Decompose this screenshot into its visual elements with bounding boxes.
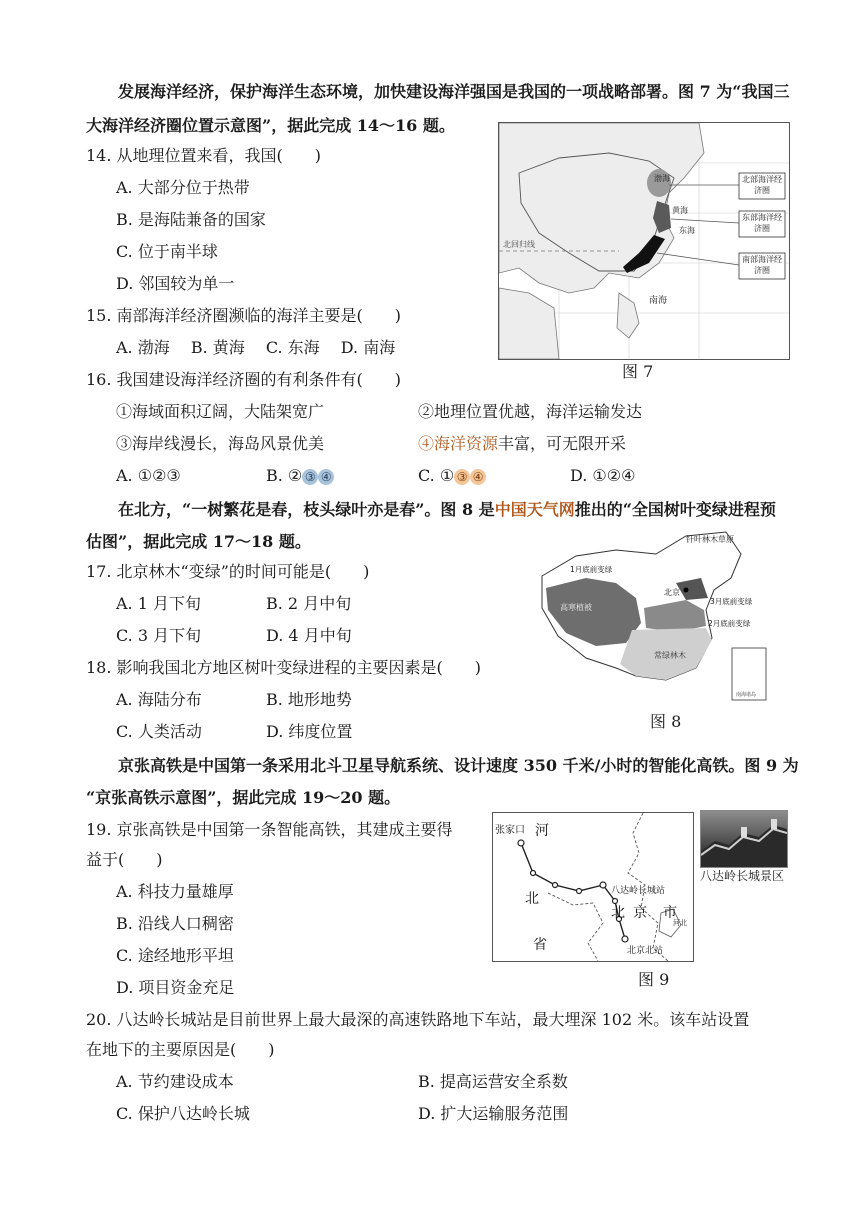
tropic-label: 北回归线 xyxy=(503,240,535,249)
sea-huang-label: 黄海 xyxy=(672,206,688,215)
intro-19-20-line2: “京张高铁示意图”，据此完成 19～20 题。 xyxy=(86,788,401,807)
q16-option-b xyxy=(266,466,334,486)
east-zone-label: 东部海洋经济圈 xyxy=(742,213,782,233)
fig9-city-2: 京 xyxy=(633,905,647,921)
fig8-legend-top: 针叶林木草原 xyxy=(686,535,734,544)
q16-option-c-circle-4: ④ xyxy=(470,469,486,485)
q16-item-4 xyxy=(418,434,626,454)
q19-option-b: B. 沿线人口稠密 xyxy=(116,914,234,933)
fig9-he: 河 xyxy=(535,823,549,839)
intro-17-18-highlight: 中国天气网 xyxy=(494,500,575,519)
q19-stem-line1: 19. 京张高铁是中国第一条智能高铁，其建成主要得 xyxy=(86,820,453,839)
q16-option-b-prefix: B. ② xyxy=(266,466,303,485)
q17-option-a: A. 1 月下旬 xyxy=(116,594,201,613)
fig9-bei: 北 xyxy=(525,891,539,907)
fig8-plateau-label: 高寒植被 xyxy=(560,603,592,612)
q16-option-c-prefix: C. ① xyxy=(418,466,455,485)
figure-8-svg xyxy=(536,528,774,706)
q16-option-c-circle-3: ③ xyxy=(454,469,470,485)
fig9-zhangjiakou: 张家口 xyxy=(495,825,525,836)
q16-item-4-rest: 丰富，可无限开采 xyxy=(498,434,627,453)
q18-option-a: A. 海陆分布 xyxy=(116,690,202,709)
figure-8-caption: 图 8 xyxy=(650,712,682,731)
q18-option-d: D. 纬度位置 xyxy=(266,722,353,741)
q15-options: A. 渤海 B. 黄海 C. 东海 D. 南海 xyxy=(116,338,396,357)
q17-stem: 17. 北京林木“变绿”的时间可能是( ) xyxy=(86,562,370,581)
q16-option-a: A. ①②③ xyxy=(116,466,181,485)
great-wall-photo xyxy=(700,810,788,868)
q16-item-3: ③海岸线漫长，海岛风景优美 xyxy=(116,434,325,453)
sea-nan-label: 南海 xyxy=(649,296,668,306)
q19-option-d: D. 项目资金充足 xyxy=(116,978,235,997)
q20-stem-line2: 在地下的主要原因是( ) xyxy=(86,1040,275,1059)
intro-17-18-line2: 估图”，据此完成 17～18 题。 xyxy=(86,532,311,551)
fig9-sheng: 省 xyxy=(533,937,547,953)
figure-7-caption: 图 7 xyxy=(622,362,654,381)
q17-option-c: C. 3 月下旬 xyxy=(116,626,202,645)
q14-option-d: D. 邻国较为单一 xyxy=(116,274,235,293)
fig8-mar-label: 3月底前变绿 xyxy=(710,597,753,606)
figure-7-svg xyxy=(499,123,789,359)
q16-stem: 16. 我国建设海洋经济圈的有利条件有( ) xyxy=(86,370,402,389)
fig8-inset-label: 南海诸岛 xyxy=(736,692,757,698)
q14-option-c: C. 位于南半球 xyxy=(116,242,218,261)
figure-9-svg xyxy=(493,813,693,961)
q20-option-a: A. 节约建设成本 xyxy=(116,1072,234,1091)
intro-14-16-line1: 发展海洋经济，保护海洋生态环境，加快建设海洋强国是我国的一项战略部署。图 7 为“我国三 xyxy=(118,82,790,101)
intro-19-20-line1: 京张高铁是中国第一条采用北斗卫星导航系统、设计速度 350 千米/小时的智能化高铁。图 9 为 xyxy=(118,756,799,775)
fig9-badaling: 八达岭长城站 xyxy=(611,886,666,896)
intro-17-18-part-a: 在北方，“一树繁花是春，枝头绿叶亦是春”。图 8 是 xyxy=(118,500,495,519)
q14-stem: 14. 从地理位置来看，我国( ) xyxy=(86,146,322,165)
south-zone-label: 南部海洋经济圈 xyxy=(742,255,782,275)
fig8-feb-label: 2月底前变绿 xyxy=(708,619,751,628)
q18-option-b: B. 地形地势 xyxy=(266,690,352,709)
sea-dong-label: 东海 xyxy=(679,226,695,235)
q16-item-2: ②地理位置优越，海洋运输发达 xyxy=(418,402,643,421)
q14-option-b: B. 是海陆兼备的国家 xyxy=(116,210,266,229)
q16-option-d: D. ①②④ xyxy=(570,466,636,485)
q20-option-b: B. 提高运营安全系数 xyxy=(418,1072,568,1091)
fig8-jan-label: 1月底前变绿 xyxy=(570,565,613,574)
q18-stem: 18. 影响我国北方地区树叶变绿进程的主要因素是( ) xyxy=(86,658,482,677)
q14-option-a: A. 大部分位于热带 xyxy=(116,178,250,197)
q19-stem-line2: 益于( ) xyxy=(86,850,163,869)
intro-14-16-line2: 大海洋经济圈位置示意图”，据此完成 14～16 题。 xyxy=(86,116,455,135)
fig8-evergreen-label: 常绿林木 xyxy=(654,651,686,660)
q19-option-c: C. 途经地形平坦 xyxy=(116,946,234,965)
sea-bohai-label: 渤海 xyxy=(654,174,670,183)
figure-9-caption: 图 9 xyxy=(638,970,670,989)
q20-stem-line1: 20. 八达岭长城站是目前世界上最大最深的高速铁路地下车站，最大埋深 102 米。该车站设置 xyxy=(86,1010,750,1029)
intro-17-18-part-b: 推出的“全国树叶变绿进程预 xyxy=(574,500,776,519)
great-wall-photo-svg xyxy=(701,811,787,867)
q20-option-d: D. 扩大运输服务范围 xyxy=(418,1104,569,1123)
q18-option-c: C. 人类活动 xyxy=(116,722,202,741)
fig9-nan-hebei: 河北 xyxy=(673,919,687,927)
fig8-beijing-label: 北京 xyxy=(664,588,680,597)
q17-option-b: B. 2 月中旬 xyxy=(266,594,352,613)
intro-17-18-line1 xyxy=(118,500,776,520)
fig9-beijing-north: 北京北站 xyxy=(627,946,664,956)
q16-option-c xyxy=(418,466,486,486)
q16-option-b-circle-4: ④ xyxy=(318,469,334,485)
q20-option-c: C. 保护八达岭长城 xyxy=(116,1104,250,1123)
north-zone-label: 北部海洋经济圈 xyxy=(742,175,782,195)
fig9-city-3: 市 xyxy=(663,905,677,921)
fig9-city-1: 北 xyxy=(611,905,625,921)
q16-item-4-highlight: 海洋资源 xyxy=(434,434,499,453)
q15-stem: 15. 南部海洋经济圈濒临的海洋主要是( ) xyxy=(86,306,402,325)
q19-option-a: A. 科技力量雄厚 xyxy=(116,882,234,901)
beijing-dot xyxy=(684,588,689,593)
great-wall-photo-label: 八达岭长城景区 xyxy=(700,869,785,883)
q17-option-d: D. 4 月中旬 xyxy=(266,626,352,645)
figure-7-map xyxy=(498,122,790,360)
q16-item-1: ①海域面积辽阔，大陆架宽广 xyxy=(116,402,325,421)
q16-item-4-mark: ④ xyxy=(418,434,435,453)
q16-option-b-circle-3: ③ xyxy=(302,469,318,485)
figure-8-map xyxy=(536,528,774,706)
figure-9-map xyxy=(492,812,694,962)
